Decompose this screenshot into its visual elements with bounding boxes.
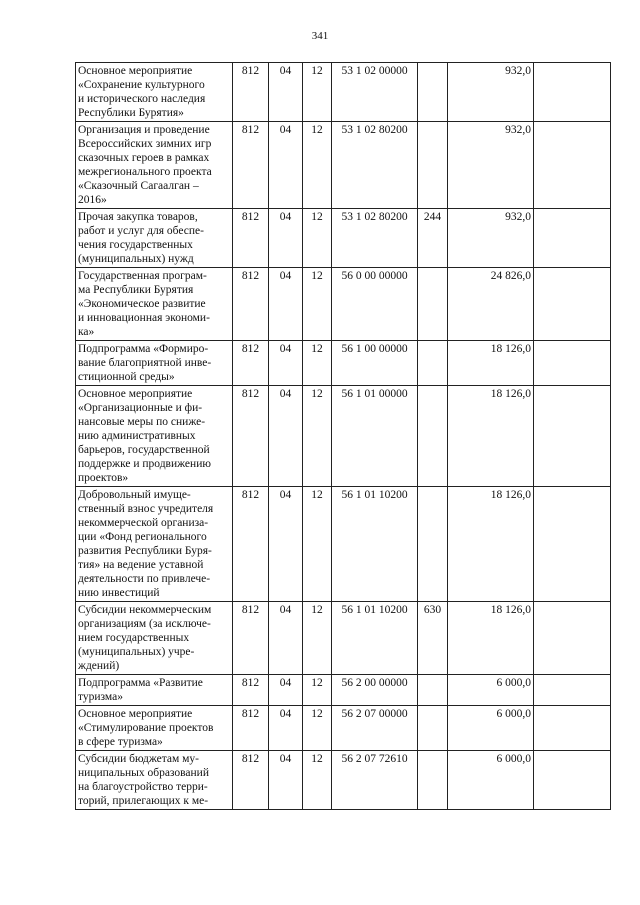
row-name-cell [76, 341, 233, 386]
row-name-line: Субсидии бюджетам му- [78, 753, 200, 765]
row-name-line: 2016» [78, 194, 107, 206]
admin-code-cell: 812 [233, 122, 269, 209]
row-name-line: вание благоприятной инве- [78, 357, 212, 369]
row-name-line: барьеров, государственной [78, 444, 210, 456]
table-row [76, 268, 611, 341]
admin-code-cell: 812 [233, 63, 269, 122]
blank-cell [534, 487, 611, 602]
table-row [76, 751, 611, 810]
row-name-line: стиционной среды» [78, 371, 175, 383]
row-name-line: деятельности по привлече- [78, 573, 211, 585]
target-article-cell: 56 2 07 00000 [332, 706, 418, 751]
row-name-line: Подпрограмма «Развитие [78, 677, 203, 689]
expense-type-cell [418, 751, 448, 810]
blank-cell [534, 268, 611, 341]
row-name-line: ма Республики Бурятия [78, 284, 194, 296]
blank-cell [534, 706, 611, 751]
blank-cell [534, 751, 611, 810]
section-code-cell: 04 [269, 602, 303, 675]
row-name-line: Организация и проведение [78, 124, 210, 136]
section-code-cell: 04 [269, 675, 303, 706]
expense-type-cell [418, 487, 448, 602]
row-name-line: работ и услуг для обеспе- [78, 225, 204, 237]
row-name-line: Всероссийских зимних игр [78, 138, 212, 150]
subsection-code-cell: 12 [303, 63, 332, 122]
row-name-cell [76, 122, 233, 209]
subsection-code-cell: 12 [303, 602, 332, 675]
subsection-code-cell: 12 [303, 341, 332, 386]
expense-type-cell: 244 [418, 209, 448, 268]
admin-code-cell: 812 [233, 209, 269, 268]
sum-cell: 6 000,0 [448, 675, 534, 706]
sum-cell: 932,0 [448, 63, 534, 122]
row-name-line: «Стимулирование проектов [78, 722, 214, 734]
row-name-cell [76, 675, 233, 706]
row-name-line: «Сохранение культурного [78, 79, 205, 91]
row-name-line: Государственная програм- [78, 270, 207, 282]
page-number: 341 [311, 30, 329, 42]
section-code-cell: 04 [269, 268, 303, 341]
blank-cell [534, 209, 611, 268]
admin-code-cell: 812 [233, 675, 269, 706]
row-name-line: туризма» [78, 691, 123, 703]
section-code-cell: 04 [269, 63, 303, 122]
blank-cell [534, 675, 611, 706]
row-name-cell [76, 706, 233, 751]
table-row [76, 386, 611, 487]
table-row [76, 341, 611, 386]
section-code-cell: 04 [269, 341, 303, 386]
row-name-line: развития Республики Буря- [78, 545, 212, 557]
target-article-cell: 56 2 07 72610 [332, 751, 418, 810]
target-article-cell: 53 1 02 80200 [332, 122, 418, 209]
row-name-line: в сфере туризма» [78, 736, 163, 748]
row-name-line: проектов» [78, 472, 129, 484]
row-name-line: тия» на ведение уставной [78, 559, 204, 571]
row-name-line: ственный взнос учредителя [78, 503, 214, 515]
row-name-cell [76, 63, 233, 122]
budget-table [75, 62, 611, 810]
blank-cell [534, 122, 611, 209]
blank-cell [534, 341, 611, 386]
row-name-line: на благоустройство терри- [78, 781, 208, 793]
blank-cell [534, 63, 611, 122]
row-name-line: (муниципальных) учре- [78, 646, 195, 658]
row-name-line: Добровольный имуще- [78, 489, 191, 501]
row-name-cell [76, 602, 233, 675]
expense-type-cell [418, 341, 448, 386]
section-code-cell: 04 [269, 209, 303, 268]
target-article-cell: 56 1 01 10200 [332, 487, 418, 602]
subsection-code-cell: 12 [303, 386, 332, 487]
row-name-line: нию административных [78, 430, 196, 442]
row-name-cell [76, 209, 233, 268]
row-name-line: нием государственных [78, 632, 190, 644]
row-name-line: Подпрограмма «Формиро- [78, 343, 209, 355]
table-row [76, 122, 611, 209]
expense-type-cell [418, 706, 448, 751]
row-name-line: организациям (за исключе- [78, 618, 211, 630]
section-code-cell: 04 [269, 386, 303, 487]
row-name-line: торий, прилегающих к ме- [78, 795, 209, 807]
sum-cell: 18 126,0 [448, 386, 534, 487]
row-name-line: Основное мероприятие [78, 708, 193, 720]
admin-code-cell: 812 [233, 386, 269, 487]
admin-code-cell: 812 [233, 751, 269, 810]
admin-code-cell: 812 [233, 341, 269, 386]
row-name-line: ции «Фонд регионального [78, 531, 207, 543]
admin-code-cell: 812 [233, 487, 269, 602]
table-row [76, 675, 611, 706]
section-code-cell: 04 [269, 751, 303, 810]
sum-cell: 18 126,0 [448, 487, 534, 602]
row-name-line: (муниципальных) нужд [78, 253, 194, 265]
table-row [76, 602, 611, 675]
row-name-line: Республики Бурятия» [78, 107, 184, 119]
row-name-line: и инновационная экономи- [78, 312, 210, 324]
row-name-line: ждений) [78, 660, 120, 672]
row-name-line: ниципальных образований [78, 767, 209, 779]
subsection-code-cell: 12 [303, 209, 332, 268]
row-name-line: чения государственных [78, 239, 193, 251]
target-article-cell: 56 1 01 10200 [332, 602, 418, 675]
sum-cell: 18 126,0 [448, 602, 534, 675]
subsection-code-cell: 12 [303, 268, 332, 341]
expense-type-cell: 630 [418, 602, 448, 675]
row-name-line: ка» [78, 326, 95, 338]
table-row [76, 209, 611, 268]
table-row [76, 706, 611, 751]
table-row [76, 63, 611, 122]
expense-type-cell [418, 675, 448, 706]
row-name-line: сказочных героев в рамках [78, 152, 210, 164]
expense-type-cell [418, 386, 448, 487]
table-row [76, 487, 611, 602]
blank-cell [534, 386, 611, 487]
row-name-line: Субсидии некоммерческим [78, 604, 212, 616]
target-article-cell: 56 1 01 00000 [332, 386, 418, 487]
row-name-line: Основное мероприятие [78, 388, 193, 400]
expense-type-cell [418, 122, 448, 209]
row-name-line: нансовые меры по сниже- [78, 416, 206, 428]
row-name-cell [76, 268, 233, 341]
subsection-code-cell: 12 [303, 487, 332, 602]
row-name-cell [76, 386, 233, 487]
subsection-code-cell: 12 [303, 706, 332, 751]
row-name-line: «Сказочный Сагаалган – [78, 180, 199, 192]
row-name-line: межрегионального проекта [78, 166, 212, 178]
target-article-cell: 56 0 00 00000 [332, 268, 418, 341]
row-name-line: Прочая закупка товаров, [78, 211, 198, 223]
row-name-cell [76, 487, 233, 602]
section-code-cell: 04 [269, 706, 303, 751]
target-article-cell: 56 2 00 00000 [332, 675, 418, 706]
subsection-code-cell: 12 [303, 751, 332, 810]
sum-cell: 932,0 [448, 122, 534, 209]
row-name-line: «Экономическое развитие [78, 298, 206, 310]
row-name-line: и исторического наследия [78, 93, 206, 105]
expense-type-cell [418, 268, 448, 341]
row-name-line: Основное мероприятие [78, 65, 193, 77]
blank-cell [534, 602, 611, 675]
sum-cell: 18 126,0 [448, 341, 534, 386]
admin-code-cell: 812 [233, 268, 269, 341]
sum-cell: 24 826,0 [448, 268, 534, 341]
subsection-code-cell: 12 [303, 122, 332, 209]
budget-table-body [76, 63, 611, 810]
admin-code-cell: 812 [233, 706, 269, 751]
row-name-line: «Организационные и фи- [78, 402, 203, 414]
row-name-cell [76, 751, 233, 810]
section-code-cell: 04 [269, 487, 303, 602]
target-article-cell: 53 1 02 00000 [332, 63, 418, 122]
row-name-line: нию инвестиций [78, 587, 160, 599]
subsection-code-cell: 12 [303, 675, 332, 706]
row-name-line: некоммерческой организа- [78, 517, 209, 529]
section-code-cell: 04 [269, 122, 303, 209]
row-name-line: поддержке и продвижению [78, 458, 211, 470]
expense-type-cell [418, 63, 448, 122]
target-article-cell: 53 1 02 80200 [332, 209, 418, 268]
sum-cell: 6 000,0 [448, 706, 534, 751]
sum-cell: 6 000,0 [448, 751, 534, 810]
sum-cell: 932,0 [448, 209, 534, 268]
target-article-cell: 56 1 00 00000 [332, 341, 418, 386]
admin-code-cell: 812 [233, 602, 269, 675]
